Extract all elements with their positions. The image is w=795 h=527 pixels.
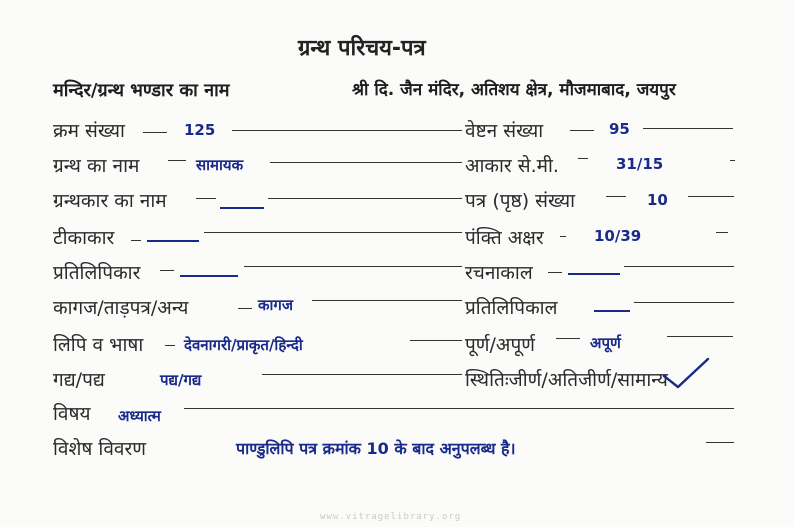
- blank-dash: [568, 273, 620, 275]
- lines-letters-label: पंक्ति अक्षर: [465, 227, 544, 249]
- fill-line: [578, 158, 588, 159]
- book-name-value: सामायक: [196, 156, 244, 174]
- folio-count-label: पत्र (पृष्ठ) संख्या: [465, 190, 576, 212]
- blank-dash: [180, 275, 238, 277]
- blank-dash: [220, 207, 264, 209]
- composition-period-label: रचनाकाल: [465, 262, 533, 284]
- card-title: ग्रन्थ परिचय-पत्र: [298, 36, 426, 61]
- folio-count-value: 10: [647, 191, 668, 209]
- fill-line: [204, 232, 462, 233]
- author-name-label: ग्रन्थकार का नाम: [53, 190, 167, 212]
- serial-number-label: क्रम संख्या: [53, 120, 125, 142]
- fill-line: [716, 232, 728, 233]
- copy-period-label: प्रतिलिपिकाल: [465, 297, 558, 319]
- fill-line: [244, 266, 462, 267]
- material-value: कागज: [258, 296, 293, 314]
- prose-verse-label: गद्य/पद्य: [53, 369, 105, 391]
- subject-label: विषय: [53, 403, 91, 425]
- condition-label: स्थितिःजीर्ण/अतिजीर्ण/सामान्य: [465, 369, 668, 391]
- fill-line: [262, 374, 462, 375]
- subject-value: अध्यात्म: [118, 407, 161, 425]
- fill-line: [556, 338, 580, 339]
- fill-line: [131, 240, 141, 241]
- script-language-value: देवनागरी/प्राकृत/हिन्दी: [184, 336, 303, 354]
- fill-line: [634, 302, 734, 303]
- blank-dash: [147, 240, 199, 242]
- fill-line: [196, 198, 216, 199]
- blank-dash: [594, 310, 630, 312]
- bundle-number-value: 95: [609, 120, 630, 138]
- size-label: आकार से.मी.: [465, 155, 559, 177]
- completeness-value: अपूर्ण: [590, 334, 621, 352]
- fill-line: [667, 336, 733, 337]
- fill-line: [606, 196, 626, 197]
- fill-line: [143, 132, 167, 133]
- special-details-value: पाण्डुलिपि पत्र क्रमांक 10 के बाद अनुपलब्ध है।: [236, 439, 516, 458]
- fill-line: [232, 130, 462, 131]
- copyist-label: प्रतिलिपिकार: [53, 262, 141, 284]
- fill-line: [560, 236, 566, 237]
- fill-line: [160, 270, 174, 271]
- commentator-label: टीकाकार: [53, 227, 115, 249]
- fill-line: [688, 196, 734, 197]
- fill-line: [706, 442, 734, 443]
- watermark: www.vitragelibrary.org: [320, 512, 462, 522]
- material-label: कागज/ताड़पत्र/अन्य: [53, 297, 189, 319]
- bundle-number-label: वेष्टन संख्या: [465, 120, 544, 142]
- completeness-label: पूर्ण/अपूर्ण: [465, 334, 535, 356]
- size-value: 31/15: [616, 155, 664, 173]
- fill-line: [548, 272, 562, 273]
- fill-line: [643, 128, 733, 129]
- fill-line: [165, 345, 175, 346]
- lines-letters-value: 10/39: [594, 227, 642, 245]
- fill-line: [270, 162, 462, 163]
- library-name-label: मन्दिर/ग्रन्थ भण्डार का नाम: [53, 80, 230, 101]
- prose-verse-value: पद्य/गद्य: [160, 371, 202, 389]
- fill-line: [730, 160, 735, 161]
- fill-line: [168, 160, 186, 161]
- fill-line: [624, 266, 734, 267]
- checkmark-icon: [660, 356, 712, 390]
- fill-line: [570, 130, 594, 131]
- book-name-label: ग्रन्थ का नाम: [53, 155, 140, 177]
- fill-line: [410, 340, 462, 341]
- serial-number-value: 125: [184, 121, 216, 139]
- fill-line: [268, 198, 462, 199]
- special-details-label: विशेष विवरण: [53, 438, 146, 460]
- library-name-value: श्री दि. जैन मंदिर, अतिशय क्षेत्र, मौजमाबाद, जयपुर: [352, 80, 676, 100]
- fill-line: [184, 408, 734, 409]
- fill-line: [312, 300, 462, 301]
- script-language-label: लिपि व भाषा: [53, 334, 144, 356]
- fill-line: [238, 308, 252, 309]
